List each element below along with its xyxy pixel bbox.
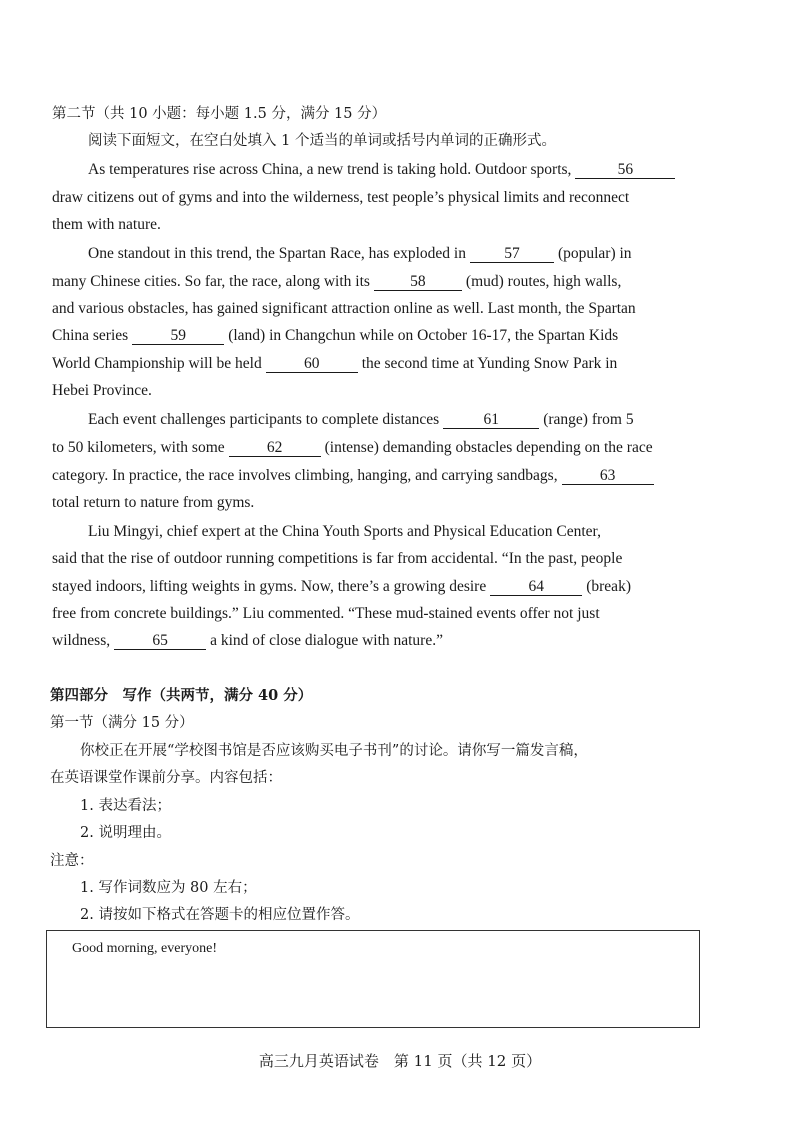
blank-61: 61 bbox=[443, 412, 539, 429]
passage-line: Hebei Province. bbox=[52, 382, 152, 399]
passage-text: (range) from 5 bbox=[543, 411, 634, 428]
passage-text: China series bbox=[52, 327, 129, 344]
passage-line bbox=[52, 354, 617, 374]
passage-text: the second time at Yunding Snow Park in bbox=[361, 355, 618, 372]
blank-65: 65 bbox=[114, 633, 206, 650]
note-item: 2. 请按如下格式在答题卡的相应位置作答。 bbox=[80, 907, 360, 923]
passage-text: (popular) in bbox=[557, 245, 632, 262]
passage-text: many Chinese cities. So far, the race, along with its bbox=[52, 273, 370, 290]
passage-line bbox=[52, 466, 658, 486]
blank-64: 64 bbox=[490, 579, 582, 596]
answer-box[interactable] bbox=[46, 930, 700, 1028]
passage-text: wildness, bbox=[52, 632, 111, 649]
passage-text: a kind of close dialogue with nature.” bbox=[210, 632, 443, 649]
blank-59: 59 bbox=[132, 328, 224, 345]
greeting-text: Good morning, everyone! bbox=[72, 941, 218, 956]
blank-57: 57 bbox=[470, 246, 554, 263]
passage-line: them with nature. bbox=[52, 216, 161, 233]
passage-line bbox=[88, 244, 632, 264]
passage-text: to 50 kilometers, with some bbox=[52, 439, 225, 456]
passage-text: (land) in Changchun while on October 16-17, the Spartan Kids bbox=[228, 327, 619, 344]
passage-line bbox=[52, 272, 621, 292]
passage-line bbox=[88, 410, 634, 430]
note-label: 注意： bbox=[50, 853, 94, 869]
passage-line bbox=[52, 438, 653, 458]
blank-62: 62 bbox=[229, 440, 321, 457]
passage-text: World Championship will be held bbox=[52, 355, 262, 372]
passage-text: As temperatures rise across China, a new trend is taking hold. Outdoor sports, bbox=[88, 161, 572, 178]
passage-text: category. In practice, the race involves climbing, hanging, and carrying sandbags, bbox=[52, 467, 558, 484]
blank-60: 60 bbox=[266, 356, 358, 373]
passage-text: (intense) demanding obstacles depending on the race bbox=[324, 439, 653, 456]
page-footer: 高三九月英语试卷 第 11 页（共 12 页） bbox=[258, 1052, 542, 1070]
blank-63: 63 bbox=[562, 468, 654, 485]
passage-line bbox=[88, 160, 679, 180]
blank-58: 58 bbox=[374, 274, 462, 291]
passage-text: (break) bbox=[586, 578, 631, 595]
writing-prompt: 在英语课堂作课前分享。内容包括： bbox=[50, 770, 282, 786]
passage-text: (mud) routes, high walls, bbox=[465, 273, 622, 290]
passage-line bbox=[52, 326, 618, 346]
content-item: 2. 说明理由。 bbox=[80, 825, 171, 841]
passage-text: Each event challenges participants to complete distances bbox=[88, 411, 440, 428]
passage-line: and various obstacles, has gained significant attraction online as well. Last month, the Spartan bbox=[52, 300, 636, 317]
passage-text: stayed indoors, lifting weights in gyms. Now, there’s a growing desire bbox=[52, 578, 487, 595]
passage-text: One standout in this trend, the Spartan Race, has exploded in bbox=[88, 245, 466, 262]
passage-line: draw citizens out of gyms and into the wilderness, test people’s physical limits and reconnect bbox=[52, 189, 630, 206]
passage-line: free from concrete buildings.” Liu commented. “These mud-stained events offer not just bbox=[52, 605, 600, 622]
passage-line: total return to nature from gyms. bbox=[52, 494, 255, 511]
passage-line bbox=[52, 631, 443, 651]
section-title: 第一节（满分 15 分） bbox=[50, 715, 194, 731]
writing-prompt: 你校正在开展“学校图书馆是否应该购买电子书刊”的讨论。请你写一篇发言稿， bbox=[80, 743, 588, 759]
section-instruction: 阅读下面短文，在空白处填入 1 个适当的单词或括号内单词的正确形式。 bbox=[88, 133, 556, 149]
blank-56: 56 bbox=[575, 162, 675, 179]
passage-line: Liu Mingyi, chief expert at the China Youth Sports and Physical Education Center, bbox=[88, 523, 601, 540]
passage-line: said that the rise of outdoor running competitions is far from accidental. “In the past, people bbox=[52, 550, 623, 567]
note-item: 1. 写作词数应为 80 左右； bbox=[80, 880, 257, 896]
section-header: 第二节（共 10 小题：每小题 1.5 分，满分 15 分） bbox=[52, 106, 387, 122]
passage-line bbox=[52, 577, 631, 597]
content-item: 1. 表达看法； bbox=[80, 798, 171, 814]
part-header: 第四部分 写作（共两节，满分 40 分） bbox=[50, 687, 313, 704]
